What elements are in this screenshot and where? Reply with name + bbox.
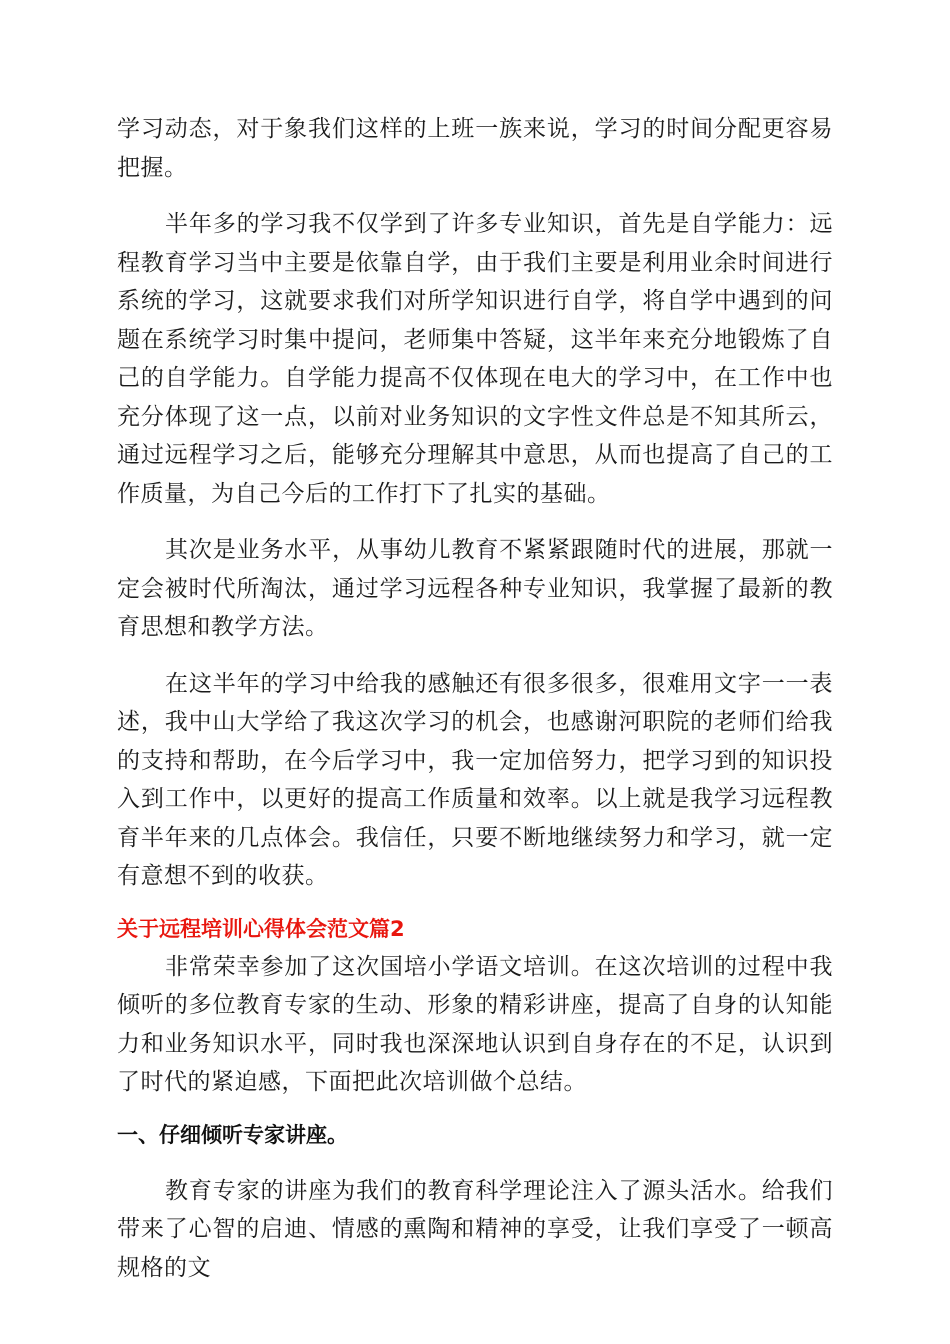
section-intro-paragraph: 非常荣幸参加了这次国培小学语文培训。在这次培训的过程中我倾听的多位教育专家的生动、形象的精彩讲座，提高了自身的认知能力和业务知识水平，同时我也深深地认识到自身存在的不足，认识到了时代的紧迫感，下面把此次培训做个总结。 <box>117 953 833 1095</box>
paragraph-self-study: 半年多的学习我不仅学到了许多专业知识，首先是自学能力：远程教育学习当中主要是依靠自学，由于我们主要是利用业余时间进行系统的学习，这就要求我们对所学知识进行自学，将自学中遇到的问题在系统学习时集中提问，老师集中答疑，这半年来充分地锻炼了自己的自学能力。自学能力提高不仅体现在电大的学习中，在工作中也充分体现了这一点，以前对业务知识的文字性文件总是不知其所云，通过远程学习之后，能够充分理解其中意思，从而也提高了自己的工作质量，为自己今后的工作打下了扎实的基础。 <box>117 211 833 507</box>
section-title: 关于远程培训心得体会范文篇2 <box>117 916 405 941</box>
paragraph-continuation: 学习动态，对于象我们这样的上班一族来说，学习的时间分配更容易把握。 <box>117 116 833 181</box>
document-body <box>117 110 833 1305</box>
paragraph-conclusion: 在这半年的学习中给我的感触还有很多很多，很难用文字一一表述，我中山大学给了我这次学习的机会，也感谢河职院的老师们给我的支持和帮助，在今后学习中，我一定加倍努力，把学习到的知识投入到工作中，以更好的提高工作质量和效率。以上就是我学习远程教育半年来的几点体会。我信任，只要不断地继续努力和学习，就一定有意想不到的收获。 <box>117 670 833 889</box>
subheading: 一、仔细倾听专家讲座。 <box>117 1122 348 1147</box>
paragraph-business-level: 其次是业务水平，从事幼儿教育不紧紧跟随时代的进展，那就一定会被时代所淘汰，通过学习远程各种专业知识，我掌握了最新的教育思想和教学方法。 <box>117 537 833 640</box>
sub-paragraph: 教育专家的讲座为我们的教育科学理论注入了源头活水。给我们带来了心智的启迪、情感的熏陶和精神的享受，让我们享受了一顿高规格的文 <box>117 1177 833 1281</box>
